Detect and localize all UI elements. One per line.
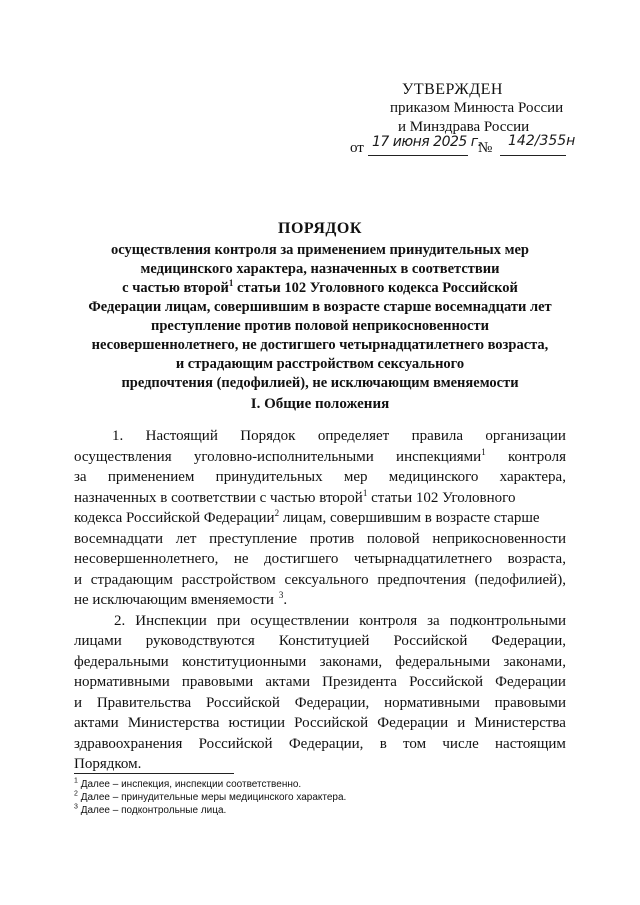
section-title: I. Общие положения	[250, 396, 390, 412]
heading-line: Федерации лицам, совершившим в возрасте старше восемнадцати лет	[88, 299, 552, 315]
number-underline	[500, 155, 566, 156]
paragraph-line: кодекса Российской Федерации$^2$ лицам, совершившим в возрасте старше	[74, 508, 540, 526]
approval-date-row	[350, 133, 600, 163]
heading-fragment: с частью второй	[122, 280, 229, 296]
footnote-item: $^3$ Далее – подконтрольные лица.	[74, 803, 227, 816]
footnote-ref: 2	[274, 508, 280, 518]
paragraph-line: 2. Инспекции при осуществлении контроля за подконтрольными	[114, 612, 566, 629]
paragraph-line: здравоохранения Российской Федерации, в том числе настоящим	[74, 735, 566, 752]
heading-line	[70, 279, 570, 298]
number-prefix: №	[478, 140, 493, 156]
paragraph-line: несовершеннолетнего, не достигшего четырнадцатилетнего возраста,	[74, 551, 566, 567]
heading-line: и страдающим расстройством сексуального	[175, 356, 465, 372]
handwritten-date: 17 июня 2025 г.	[372, 134, 482, 150]
paragraph-line: назначенных в соответствии с частью второй$^1$ статьи 102 Уголовного	[74, 487, 516, 506]
paragraph-line: восемнадцати лет преступление против половой неприкосновенности	[74, 530, 566, 547]
paragraph-line: осуществления уголовно-исполнительными инспекциями$^1$ контроля	[74, 446, 566, 465]
paragraph-line: за применением принудительных мер медицинского характера,	[74, 469, 566, 485]
paragraph-line: лицами руководствуются Конституцией Российской Федерации,	[74, 633, 566, 649]
date-prefix: от	[350, 140, 364, 156]
footnote-item: $^1$ Далее – инспекция, инспекции соответственно.	[74, 777, 302, 790]
handwritten-number: 142/355н	[508, 133, 576, 149]
paragraph-line: и Правительства Российской Федерации, нормативными правовыми	[74, 694, 566, 711]
heading-title: ПОРЯДОК	[278, 220, 362, 237]
paragraph-line: не исключающим вменяемости $^3$.	[74, 590, 288, 608]
footnote-ref: 3	[278, 590, 284, 600]
approval-order-line: приказом Минюста России	[390, 100, 564, 116]
footnote-item: $^2$ Далее – принудительные меры медицинского характера.	[74, 790, 347, 803]
date-underline	[368, 155, 468, 156]
approval-ministry-line: и Минздрава России	[398, 119, 530, 135]
body-text	[74, 426, 566, 775]
heading-line: медицинского характера, назначенных в соответствии	[140, 261, 500, 277]
footnote-ref: 1	[228, 278, 234, 289]
document-heading	[70, 220, 570, 393]
approval-title: УТВЕРЖДЕН	[402, 81, 503, 98]
footnotes	[74, 778, 346, 817]
footnote-ref: 1	[362, 487, 368, 498]
heading-line: предпочтения (педофилией), не исключающим вменяемости	[121, 375, 519, 391]
paragraph-line: 1. Настоящий Порядок определяет правила организации	[112, 428, 566, 444]
paragraph-line: федеральными конституционными законами, федеральными законами,	[74, 653, 566, 670]
footnote-ref: 1	[481, 446, 486, 457]
heading-fragment: статьи 102 Уголовного кодекса Российской	[237, 280, 518, 296]
paragraph-line: Порядком.	[74, 756, 142, 772]
heading-line: осуществления контроля за применением принудительных мер	[110, 242, 529, 258]
paragraph-line: нормативными правовыми актами Президента Российской Федерации	[74, 674, 566, 690]
footnote-divider	[74, 773, 234, 774]
paragraph-line: актами Министерства юстиции Российской Федерации и Министерства	[74, 715, 566, 731]
paragraph-line: и страдающим расстройством сексуального предпочтения (педофилией),	[74, 571, 566, 588]
approval-block	[350, 80, 600, 163]
heading-line: преступление против половой неприкосновенности	[151, 318, 489, 334]
heading-line: несовершеннолетнего, не достигшего четырнадцатилетнего возраста,	[91, 337, 549, 353]
